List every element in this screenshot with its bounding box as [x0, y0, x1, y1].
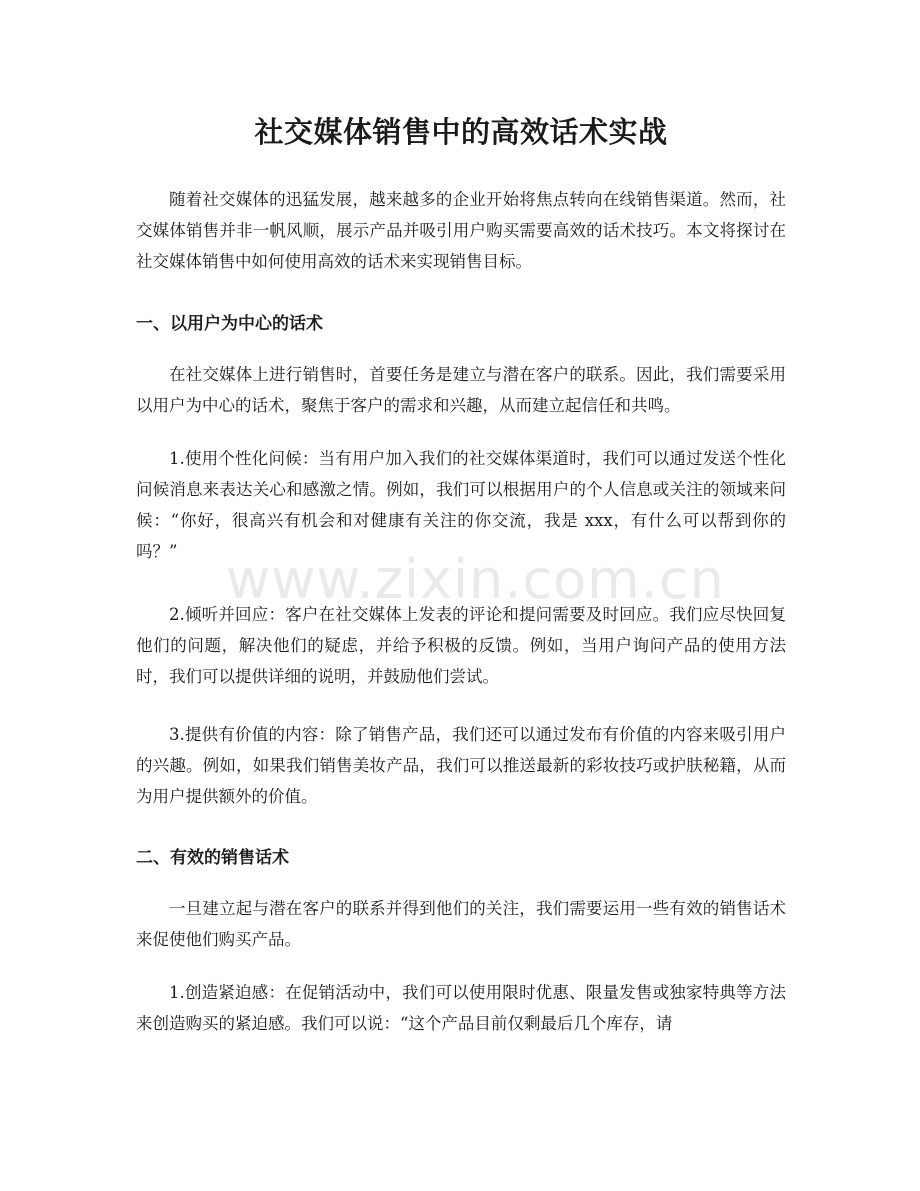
section-1-point-2-paragraph: 2.倾听并回应：客户在社交媒体上发表的评论和提问需要及时回应。我们应尽快回复他们的问题，解决他们的疑虑，并给予积极的反馈。例如，当用户询问产品的使用方法时，我们可以提供详细的说明，并鼓励他们尝试。 [136, 605, 786, 686]
section-1-intro-paragraph: 在社交媒体上进行销售时，首要任务是建立与潜在客户的联系。因此，我们需要采用以用户为中心的话术，聚焦于客户的需求和兴趣，从而建立起信任和共鸣。 [136, 365, 786, 415]
section-1-point-1-paragraph: 1.使用个性化问候：当有用户加入我们的社交媒体渠道时，我们可以通过发送个性化问候消息来表达关心和感激之情。例如，我们可以根据用户的个人信息或关注的领域来问候：“你好，很高兴有机会和对健康有关注的你交流，我是 xxx，有什么可以帮到你的吗？” [136, 449, 786, 561]
section-2-point-1-paragraph: 1.创造紧迫感：在促销活动中，我们可以使用限时优惠、限量发售或独家特典等方法来创造购买的紧迫感。我们可以说：“这个产品目前仅剩最后几个库存，请 [136, 983, 786, 1033]
section-heading-1: 一、以用户为中心的话术 [136, 314, 323, 334]
section-2-intro-paragraph: 一旦建立起与潜在客户的联系并得到他们的关注，我们需要运用一些有效的销售话术来促使他们购买产品。 [136, 899, 786, 949]
watermark: www.zixin.com.cn [226, 548, 725, 611]
section-1-point-3-paragraph: 3.提供有价值的内容：除了销售产品，我们还可以通过发布有价值的内容来吸引用户的兴趣。例如，如果我们销售美妆产品，我们可以推送最新的彩妆技巧或护肤秘籍，从而为用户提供额外的价值。 [136, 725, 786, 806]
section-heading-2: 二、有效的销售话术 [136, 848, 289, 868]
intro-paragraph: 随着社交媒体的迅猛发展，越来越多的企业开始将焦点转向在线销售渠道。然而，社交媒体销售并非一帆风顺，展示产品并吸引用户购买需要高效的话术技巧。本文将探讨在社交媒体销售中如何使用高效的话术来实现销售目标。 [136, 190, 786, 271]
document-title: 社交媒体销售中的高效话术实战 [254, 115, 668, 149]
